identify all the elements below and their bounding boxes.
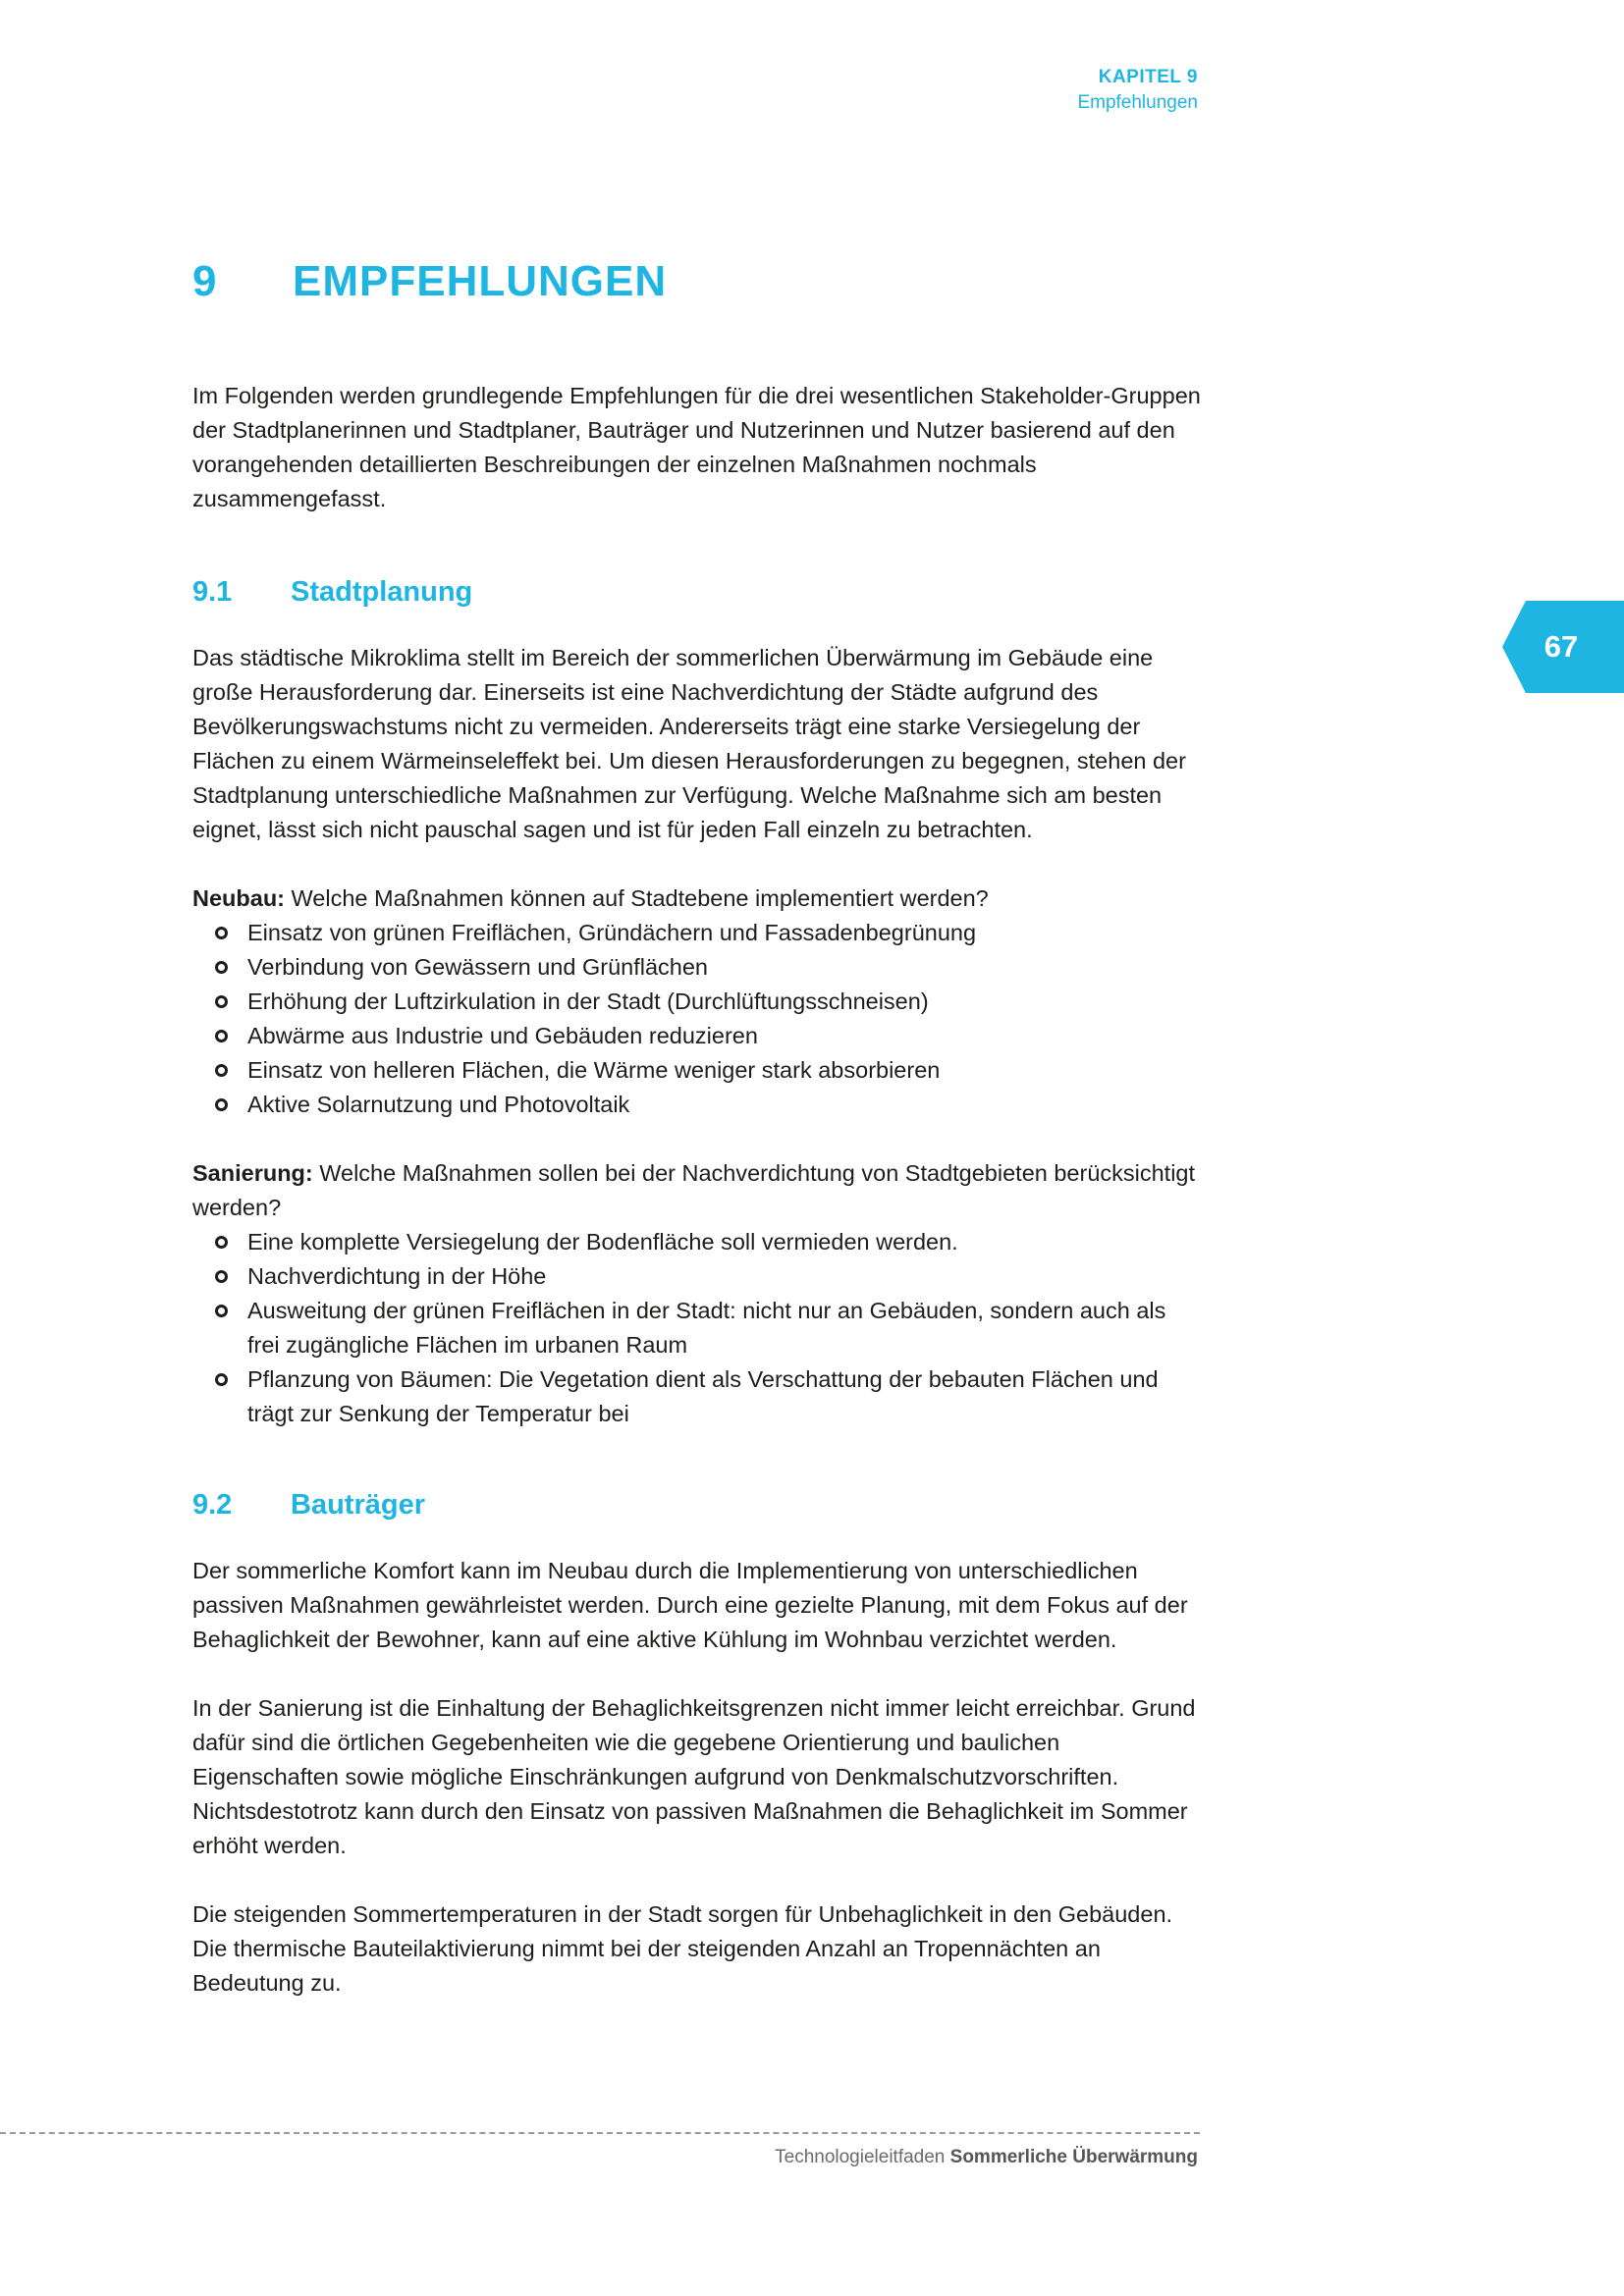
intro-paragraph: Im Folgenden werden grundlegende Empfehlungen für die drei wesentlichen Stakeholder-Gruppen der Stadtplanerinnen und Stadtplaner, Bauträger und Nutzerinnen und Nutzer basierend auf den vorangehenden detaillierten Beschreibungen der einzelnen Maßnahmen nochmals zusammengefasst. [192, 383, 1201, 511]
sanierung-text: Welche Maßnahmen sollen bei der Nachverdichtung von Stadtgebieten berücksichtigt werden? [192, 1160, 1196, 1220]
list-item: Nachverdichtung in der Höhe [192, 1259, 1204, 1294]
neubau-list [192, 916, 1204, 1122]
running-header [1077, 65, 1198, 116]
bautraeger-paragraph-1: Der sommerliche Komfort kann im Neubau durch die Implementierung von unterschiedlichen passiven Maßnahmen gewährleistet werden. Durch eine gezielte Planung, mit dem Fokus auf der Behaglichkeit der Bewohner, kann auf eine aktive Kühlung im Wohnbau verzichtet werden. [192, 1558, 1188, 1652]
sanierung-list [192, 1225, 1204, 1431]
footer-title: Sommerliche Überwärmung [949, 2147, 1198, 2167]
section-heading-bautraeger [192, 1485, 1204, 1524]
footer-prefix: Technologieleitfaden [775, 2147, 950, 2167]
bautraeger-paragraph-2: In der Sanierung ist die Einhaltung der Behaglichkeitsgrenzen nicht immer leicht erreichbar. Grund dafür sind die örtlichen Gegebenheiten wie die gegebene Orientierung und baulichen Eigenschaften sowie mögliche Einschränkungen aufgrund von Denkmalschutzvorschriften. Nichtsdestotrotz kann durch den Einsatz von passiven Maßnahmen die Behaglichkeit im Sommer erhöht werden. [192, 1695, 1196, 1858]
bautraeger-paragraph-3: Die steigenden Sommertemperaturen in der Stadt sorgen für Unbehaglichkeit in den Gebäuden. Die thermische Bauteilaktivierung nimmt bei der steigenden Anzahl an Tropennächten an Bedeutung zu. [192, 1901, 1173, 1996]
chapter-number: 9 [192, 257, 218, 305]
section-title: Bauträger [291, 1489, 425, 1521]
list-item: Aktive Solarnutzung und Photovoltaik [192, 1088, 1204, 1122]
sanierung-question [192, 1156, 1204, 1225]
neubau-text: Welche Maßnahmen können auf Stadtebene implementiert werden? [285, 885, 989, 911]
section-heading-stadtplanung [192, 572, 1204, 612]
list-item: Einsatz von grünen Freiflächen, Gründächern und Fassadenbegrünung [192, 916, 1204, 950]
section-number: 9.2 [192, 1489, 233, 1521]
page-number-tab [1502, 601, 1624, 693]
chapter-title [192, 257, 667, 306]
header-chapter-sub: Empfehlungen [1077, 92, 1198, 113]
bullet-icon [215, 1373, 228, 1386]
neubau-label: Neubau: [192, 885, 285, 911]
neubau-question [192, 881, 1204, 916]
list-item: Einsatz von helleren Flächen, die Wärme weniger stark absorbieren [192, 1053, 1204, 1088]
bullet-icon [215, 1064, 228, 1077]
bullet-icon [215, 927, 228, 939]
list-item: Abwärme aus Industrie und Gebäuden reduzieren [192, 1019, 1204, 1053]
section-number: 9.1 [192, 576, 233, 608]
bullet-icon [215, 1030, 228, 1042]
sanierung-label: Sanierung: [192, 1160, 313, 1186]
bullet-icon [215, 1270, 228, 1283]
running-footer [775, 2147, 1198, 2168]
section-title: Stadtplanung [291, 576, 473, 608]
main-content [192, 379, 1204, 2001]
bullet-icon [215, 1098, 228, 1111]
page-number: 67 [1543, 629, 1579, 664]
list-item: Pflanzung von Bäumen: Die Vegetation dient als Verschattung der bebauten Flächen und trägt zur Senkung der Temperatur bei [192, 1362, 1204, 1431]
list-item: Eine komplette Versiegelung der Bodenfläche soll vermieden werden. [192, 1225, 1204, 1259]
bullet-icon [215, 1236, 228, 1249]
footer-divider [0, 2132, 1200, 2134]
list-item: Ausweitung der grünen Freiflächen in der Stadt: nicht nur an Gebäuden, sondern auch als frei zugängliche Flächen im urbanen Raum [192, 1294, 1204, 1362]
list-item: Verbindung von Gewässern und Grünflächen [192, 950, 1204, 985]
chapter-title-text: EMPFEHLUNGEN [293, 257, 668, 305]
bullet-icon [215, 961, 228, 974]
list-item: Erhöhung der Luftzirkulation in der Stadt (Durchlüftungsschneisen) [192, 985, 1204, 1019]
bullet-icon [215, 995, 228, 1008]
stadtplanung-paragraph: Das städtische Mikroklima stellt im Bereich der sommerlichen Überwärmung im Gebäude eine große Herausforderung dar. Einerseits ist eine Nachverdichtung der Städte aufgrund des Bevölkerungswachstums nicht zu vermeiden. Andererseits trägt eine starke Versiegelung der Flächen zu einem Wärmeinseleffekt bei. Um diesen Herausforderungen zu begegnen, stehen der Stadtplanung unterschiedliche Maßnahmen zur Verfügung. Welche Maßnahme sich am besten eignet, lässt sich nicht pauschal sagen und ist für jeden Fall einzeln zu betrachten. [192, 645, 1186, 842]
header-chapter-label: KAPITEL 9 [1098, 67, 1198, 87]
bullet-icon [215, 1305, 228, 1317]
